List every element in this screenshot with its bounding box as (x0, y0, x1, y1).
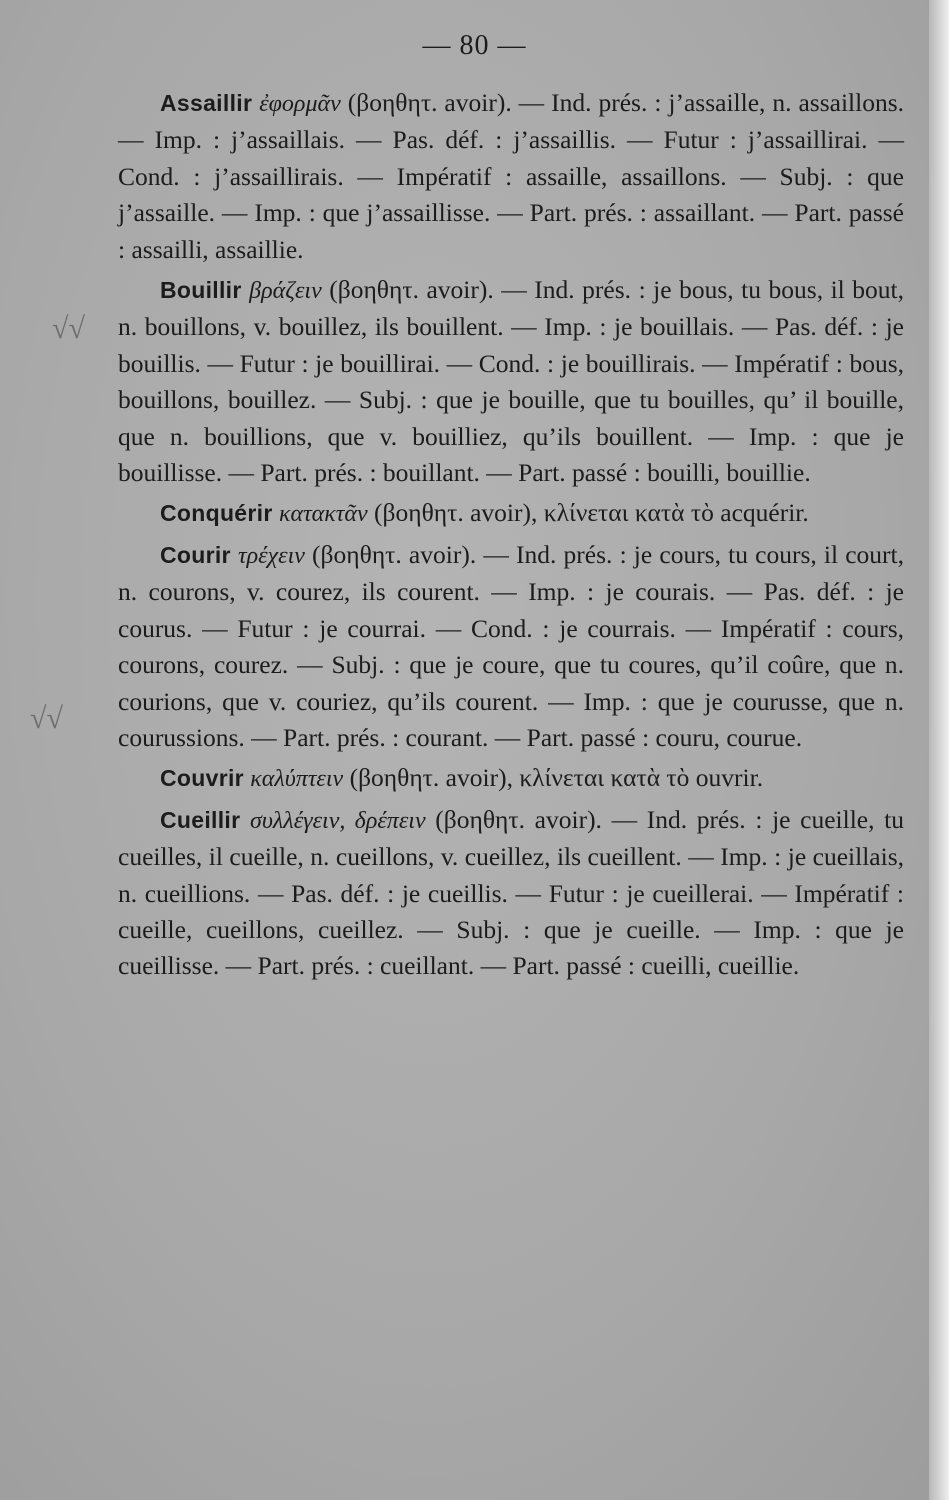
greek-translation: κατακτᾶν (278, 501, 368, 528)
headword: Courir (160, 541, 231, 568)
conjugation-text: (βοηθητ. avoir), κλίνεται κατὰ τὸ ouvrir. (343, 763, 764, 793)
headword: Assaillir (160, 90, 253, 116)
headword: Bouillir (160, 277, 242, 304)
conjugation-text: (βοηθητ. avoir), κλίνεται κατὰ τὸ acquérir. (367, 498, 809, 528)
verb-entry-couvrir (118, 760, 904, 797)
greek-translation: τρέχειν (237, 542, 305, 569)
conjugation-text: (βοηθητ. avoir). — Ind. prés. : je cueille, tu cueilles, il cueille, n. cueillons, v. cueillez, ils cueillent. — Imp. : je cueillais, n. cueillions. — Pas. déf. : je cueillis. — Futur : je cueillerai. — Impératif : cueille, cueillons, cueillez. — Subj. : que je cueille. — Imp. : que je cueillisse. — Part. prés. : cueillant. — Part. passé : cueilli, cueillie. (118, 804, 904, 981)
greek-translation: καλύπτειν (250, 766, 344, 793)
greek-translation: ἐφορμᾶν (259, 91, 341, 117)
verb-entry-assaillir (118, 85, 904, 268)
greek-translation: συλλέγειν, δρέπειν (250, 807, 426, 834)
pencil-check-mark-2: √√ (30, 702, 63, 735)
page-edge (929, 0, 949, 1500)
verb-entry-cueillir (118, 802, 904, 985)
page-number: — 80 — (422, 30, 527, 61)
conjugation-text: (βοηθητ. avoir). — Ind. prés. : je bous, tu bous, il bout, n. bouillons, v. bouillez, ils bouillent. — Imp. : je bouillais. — Pas. déf. : je bouillis. — Futur : je bouillirai. — Cond. : je bouillirais. — Impératif : bous, bouillons, bouillez. — Subj. : que je bouille, que tu bouilles, qu’ il bouille, que n. bouillions, que v. bouilliez, qu’ils bouillent. — Imp. : que je bouillisse. — Part. prés. : bouillant. — Part. passé : bouilli, bouillie. (118, 275, 905, 488)
headword: Couvrir (160, 765, 244, 792)
headword: Cueillir (160, 806, 241, 833)
page-body (118, 85, 904, 989)
verb-entry-conquerir (118, 495, 904, 532)
pencil-check-mark-1: √√ (52, 312, 85, 345)
verb-entry-courir (118, 537, 904, 756)
conjugation-text: (βοηθητ. avoir). — Ind. prés. : je cours, tu cours, il court, n. courons, v. courez, ils courent. — Imp. : je courais. — Pas. déf. : je courus. — Futur : je courrai. — Cond. : je courrais. — Impératif : cours, courons, courez. — Subj. : que je coure, que tu coures, qu’il coûre, que n. courions, que v. couriez, qu’ils courent. — Imp. : que je courusse, que n. courussions. — Part. prés. : courant. — Part. passé : couru, courue. (118, 539, 905, 752)
headword: Conquérir (160, 500, 273, 527)
greek-translation: βράζειν (249, 278, 322, 305)
conjugation-text: (βοηθητ. avoir). — Ind. prés. : j’assaille, n. assaillons. — Imp. : j’assaillais. — Pas. déf. : j’assaillis. — Futur : j’assaillirai. — Cond. : j’assaillirais. — Impératif : assaille, assaillons. — Subj. : que j’assaille. — Imp. : que j’assaillisse. — Part. prés. : assaillant. — Part. passé : assailli, assaillie. (118, 88, 905, 264)
verb-entry-bouillir (118, 272, 904, 491)
